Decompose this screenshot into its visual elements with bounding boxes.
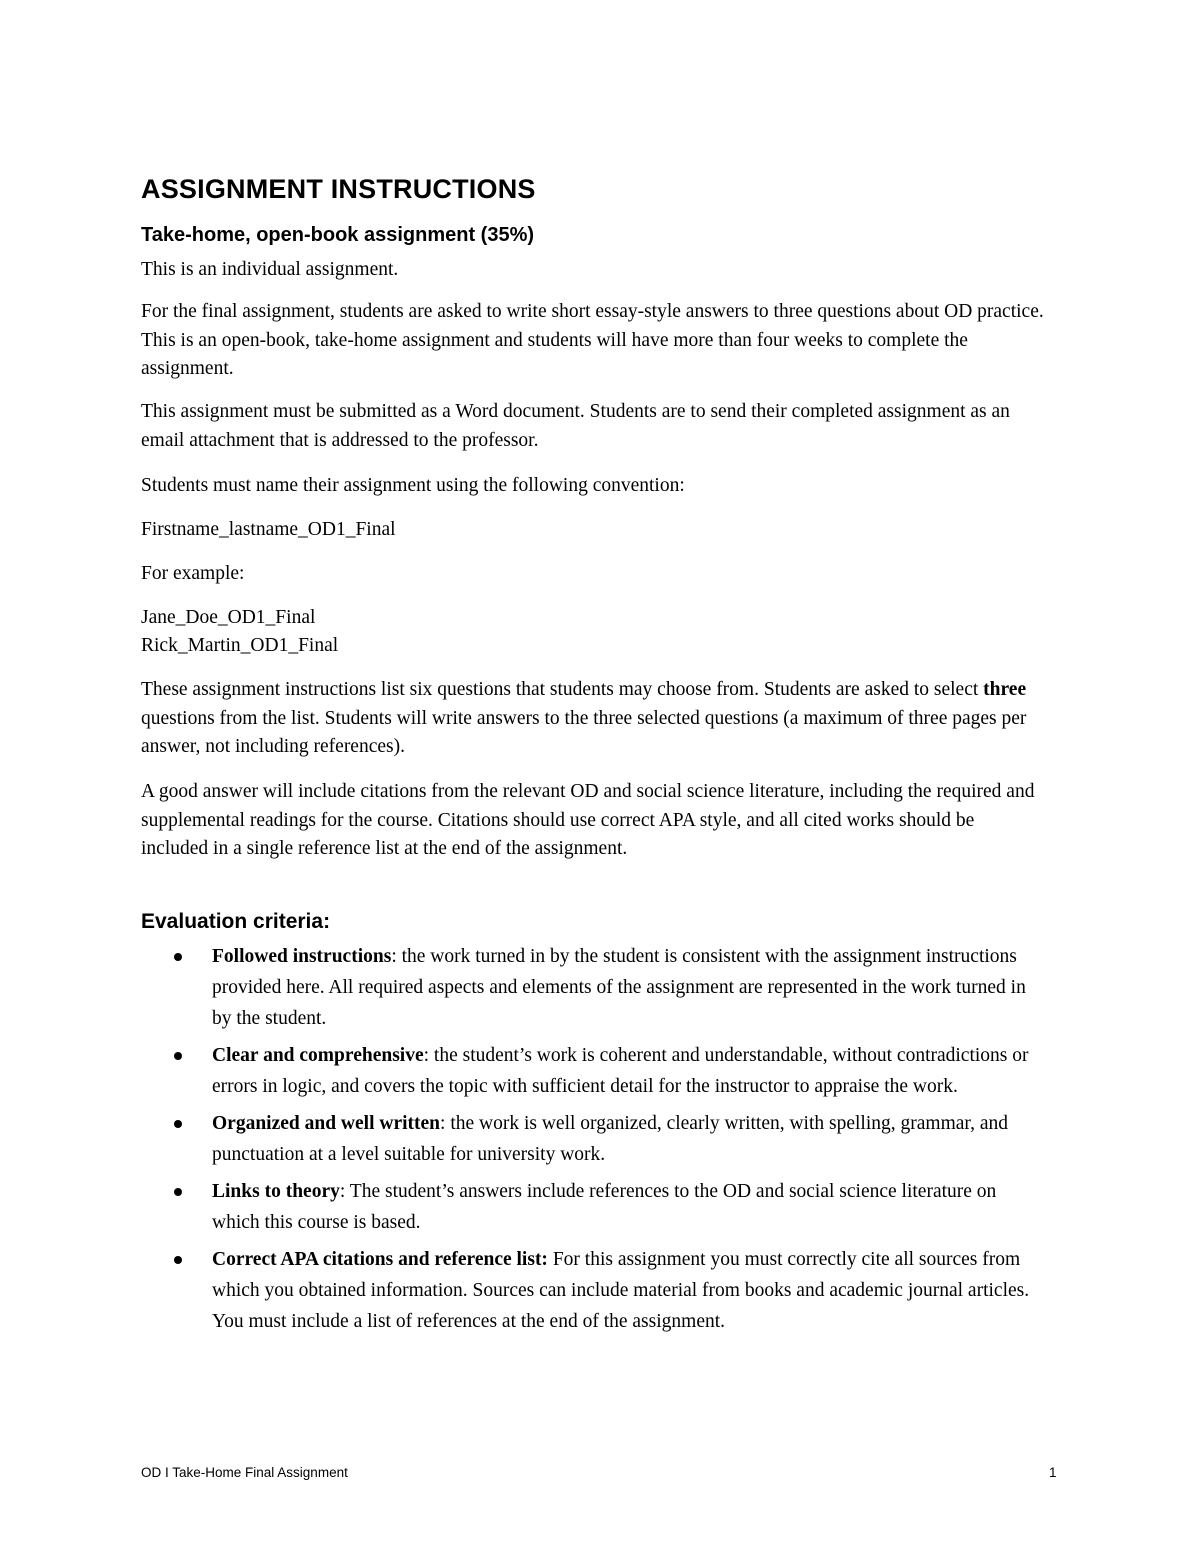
criterion-item [141,1108,1046,1170]
criterion-item [141,1040,1046,1102]
paragraph-naming-convention: Students must name their assignment using the following convention: [141,475,685,496]
paragraph-individual: This is an individual assignment. [141,259,399,280]
criterion-item [141,1244,1046,1337]
example-1: Jane_Doe_OD1_Final [141,607,316,628]
document-subtitle: Take-home, open-book assignment (35%) [141,224,535,246]
criterion-text: : the work is well organized, clearly written, with spelling, grammar, and punctuation at a level suitable for university work. [212,1113,1009,1165]
criterion-term: Correct APA citations and reference list: [212,1249,548,1270]
criterion-text: For this assignment you must correctly cite all sources from which you obtained information. Sources can include material from books and academic journal articles. You must include a list of references at the end of the assignment. [212,1249,1030,1332]
select-text-before: These assignment instructions list six questions that students may choose from. Students are asked to select [141,679,984,700]
evaluation-heading: Evaluation criteria: [141,910,331,933]
select-bold-three: three [983,679,1027,700]
criterion-text: : the student’s work is coherent and understandable, without contradictions or errors in logic, and covers the topic with sufficient detail for the instructor to appraise the work. [212,1045,1029,1097]
bullet-icon [174,1188,182,1196]
example-2: Rick_Martin_OD1_Final [141,635,339,656]
paragraph-good-answer: A good answer will include citations from the relevant OD and social science literature, including the required and supplemental readings for the course. Citations should use correct APA style, and all cited works should be included in a single reference list at the end of the assignment. [141,781,1035,859]
criterion-term: Followed instructions [212,946,392,967]
criterion-item [141,941,1046,1034]
criterion-term: Links to theory [212,1181,340,1202]
criterion-text: : The student’s answers include references to the OD and social science literature on which this course is based. [212,1181,997,1233]
paragraph-select-questions [141,676,1046,762]
evaluation-criteria-list [141,941,1046,1343]
criterion-text: : the work turned in by the student is consistent with the assignment instructions provided here. All required aspects and elements of the assignment are represented in the work turned in by the student. [212,946,1026,1029]
criterion-term: Clear and comprehensive [212,1045,424,1066]
bullet-icon [174,1120,182,1128]
criterion-term: Organized and well written [212,1113,441,1134]
paragraph-word-document: This assignment must be submitted as a Word document. Students are to send their completed assignment as an email attachment that is addressed to the professor. [141,401,1010,451]
document-title: ASSIGNMENT INSTRUCTIONS [141,174,536,204]
bullet-icon [174,1256,182,1264]
select-text-after: questions from the list. Students will write answers to the three selected questions (a maximum of three pages per answer, not including references). [141,707,1027,757]
paragraph-example-intro: For example: [141,563,245,584]
naming-convention: Firstname_lastname_OD1_Final [141,519,396,540]
footer-title: OD I Take-Home Final Assignment [141,1465,348,1480]
page-number: 1 [1049,1465,1057,1480]
bullet-icon [174,1052,182,1060]
criterion-item [141,1176,1046,1238]
paragraph-final-assignment: For the final assignment, students are asked to write short essay-style answers to three questions about OD practice. This is an open-book, take-home assignment and students will have more than four weeks to complete the assignment. [141,301,1044,379]
bullet-icon [174,953,182,961]
